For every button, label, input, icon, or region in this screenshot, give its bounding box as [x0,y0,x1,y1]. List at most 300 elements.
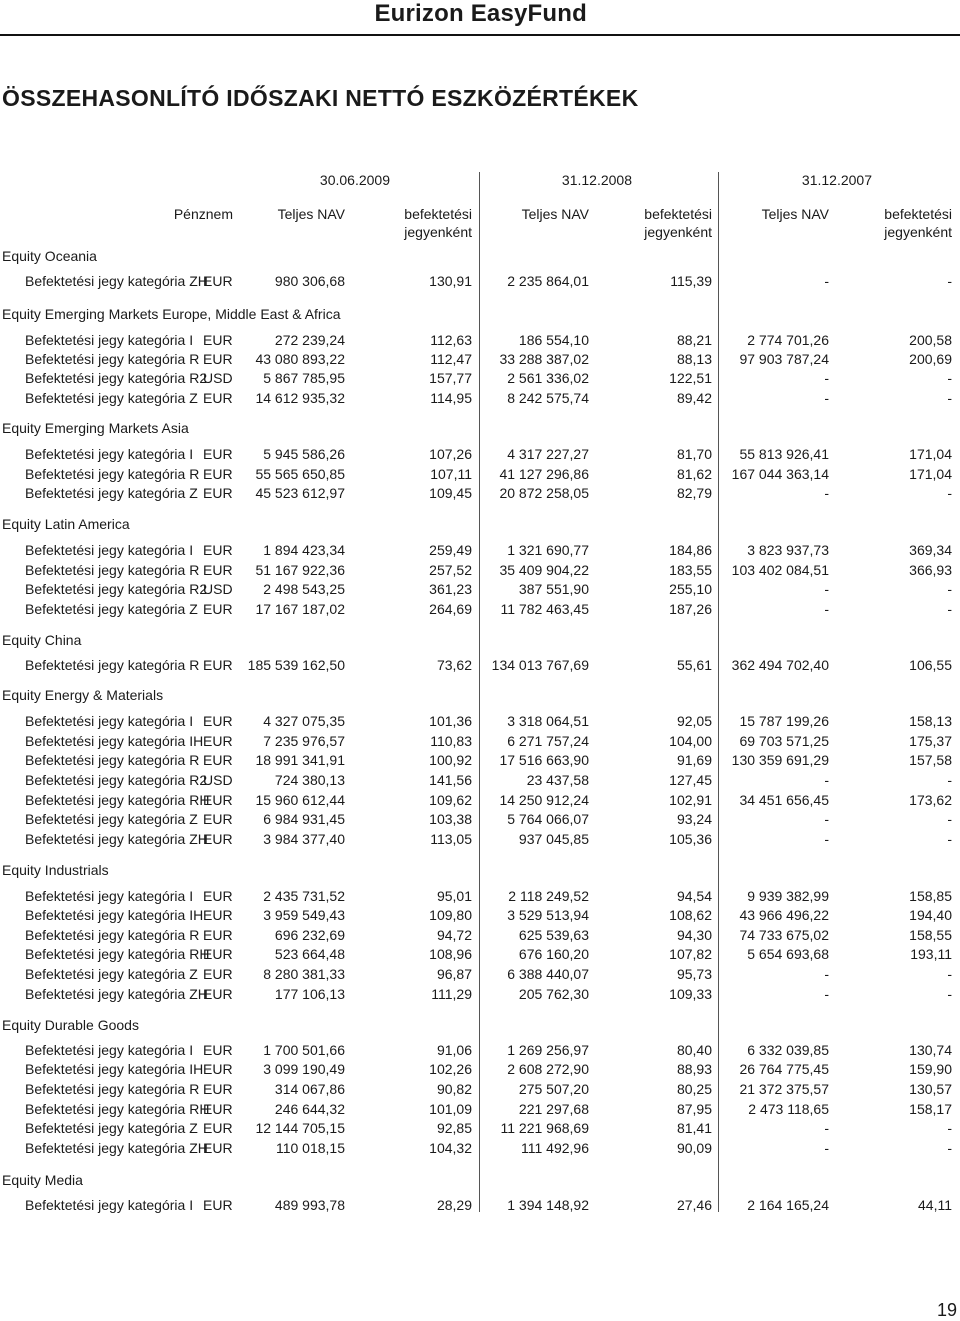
currency: EUR [203,752,233,768]
per-unit-2009: 112,47 [430,351,472,367]
nav-2008: 625 539,63 [518,927,589,943]
per-unit-2007: 130,74 [909,1042,952,1058]
per-unit-2008: 87,95 [676,1101,712,1117]
table-row [0,1061,960,1081]
currency: EUR [203,446,233,462]
nav-2009: 6 984 931,45 [263,811,345,827]
nav-2009: 45 523 612,97 [255,485,345,501]
nav-2009: 3 959 549,43 [263,907,345,923]
per-unit-2009: 107,11 [430,466,472,482]
per-unit-2009: 100,92 [429,752,472,768]
per-unit-2008: 183,55 [669,562,712,578]
table-row [0,792,960,812]
per-unit-2007: 193,11 [910,946,952,962]
category-label: Befektetési jegy kategória R [25,1081,200,1097]
nav-2007: 3 823 937,73 [747,542,829,558]
per-unit-2007: - [947,986,952,1002]
per-unit-2007: 171,04 [909,446,952,462]
per-unit-2008: 81,62 [676,466,712,482]
category-label: Befektetési jegy kategória ZH [25,831,208,847]
per-unit-2009: 102,26 [429,1061,472,1077]
per-unit-2007: 369,34 [909,542,952,558]
nav-2009: 43 080 893,22 [255,351,345,367]
nav-2007: 2 473 118,65 [748,1101,829,1117]
table-row [0,485,960,505]
per-unit-2008: 104,00 [669,733,712,749]
per-unit-2007: 158,85 [909,888,952,904]
nav-2008: 6 271 757,24 [507,733,589,749]
category-label: Befektetési jegy kategória Z [25,811,198,827]
nav-2008: 1 269 256,97 [507,1042,589,1058]
per-unit-2009: 95,01 [436,888,472,904]
nav-2007: - [824,811,829,827]
nav-2007: 15 787 199,26 [739,713,829,729]
nav-2007: - [824,1140,829,1156]
per-unit-2009: 91,06 [436,1042,472,1058]
category-label: Befektetési jegy kategória IH [25,1061,204,1077]
per-unit-2008: 95,73 [676,966,712,982]
nav-2007: - [824,1120,829,1136]
nav-2007: - [824,601,829,617]
nav-2008: 275 507,20 [518,1081,589,1097]
fund-group-title: Equity Oceania [2,248,97,264]
currency: EUR [203,1042,233,1058]
table-row [0,370,960,390]
category-label: Befektetési jegy kategória I [25,332,194,348]
nav-2007: 362 494 702,40 [731,657,829,673]
date-header-2007: 31.12.2007 [801,172,872,188]
table-row [0,713,960,733]
nav-header: Teljes NAV [761,206,829,222]
nav-2007: 21 372 375,57 [739,1081,829,1097]
per-unit-2007: 175,37 [909,733,952,749]
category-label: Befektetési jegy kategória ZH [25,273,208,289]
brand-title: Eurizon EasyFund [374,0,587,27]
nav-2009: 980 306,68 [274,273,345,289]
table-row [0,332,960,352]
per-unit-2007: 157,58 [909,752,952,768]
fund-group-title: Equity Latin America [2,516,130,532]
per-unit-2009: 101,09 [429,1101,472,1117]
per-unit-header-line1: befektetési [644,206,712,222]
nav-2009: 15 960 612,44 [255,792,345,808]
nav-2009: 17 167 187,02 [255,601,345,617]
nav-2009: 110 018,15 [275,1140,345,1156]
nav-2009: 489 993,78 [274,1197,345,1213]
category-label: Befektetési jegy kategória RH [25,1101,210,1117]
per-unit-2007: - [947,1120,952,1136]
category-label: Befektetési jegy kategória Z [25,601,198,617]
currency: USD [203,772,233,788]
date-header-2009: 30.06.2009 [319,172,390,188]
per-unit-2008: 80,25 [676,1081,712,1097]
nav-2009: 2 498 543,25 [263,581,345,597]
date-header-2008: 31.12.2008 [561,172,632,188]
per-unit-2009: 111,29 [431,986,472,1002]
per-unit-2009: 101,36 [429,713,472,729]
per-unit-2008: 187,26 [669,601,712,617]
per-unit-2008: 27,46 [676,1197,712,1213]
per-unit-2009: 103,38 [429,811,472,827]
nav-2008: 676 160,20 [518,946,589,962]
per-unit-2009: 141,56 [429,772,472,788]
nav-2007: 9 939 382,99 [747,888,829,904]
nav-2009: 12 144 705,15 [255,1120,345,1136]
per-unit-2008: 88,93 [676,1061,712,1077]
per-unit-2009: 112,63 [430,332,472,348]
category-label: Befektetési jegy kategória I [25,542,194,558]
per-unit-2007: 171,04 [909,466,952,482]
currency: EUR [203,351,233,367]
per-unit-header-line2: jegyenként [884,224,952,240]
nav-2008: 205 762,30 [518,986,589,1002]
nav-2008: 8 242 575,74 [507,390,589,406]
per-unit-2007: - [947,273,952,289]
currency: EUR [203,1061,233,1077]
category-label: Befektetési jegy kategória R [25,927,200,943]
currency: EUR [203,1140,233,1156]
nav-2007: - [824,966,829,982]
table-row [0,351,960,371]
currency: EUR [203,966,233,982]
per-unit-2007: 130,57 [909,1081,952,1097]
table-row [0,542,960,562]
per-unit-2007: 158,13 [909,713,952,729]
nav-2007: 97 903 787,24 [739,351,829,367]
category-label: Befektetési jegy kategória R [25,466,200,482]
table-row [0,601,960,621]
category-label: Befektetési jegy kategória Z [25,485,198,501]
nav-2009: 314 067,86 [274,1081,345,1097]
nav-2008: 11 782 463,45 [500,601,589,617]
nav-2007: 69 703 571,25 [739,733,829,749]
nav-2007: 2 164 165,24 [747,1197,829,1213]
per-unit-2007: 173,62 [909,792,952,808]
fund-group-title: Equity Energy & Materials [2,687,164,703]
page-title: ÖSSZEHASONLÍTÓ IDŐSZAKI NETTÓ ESZKÖZÉRTÉKEK [2,85,639,111]
per-unit-2008: 122,51 [669,370,712,386]
per-unit-2007: - [947,1140,952,1156]
nav-2007: 43 966 496,22 [739,907,829,923]
per-unit-2009: 109,80 [429,907,472,923]
nav-2007: - [824,772,829,788]
table-row [0,562,960,582]
per-unit-header-line2: jegyenként [404,224,472,240]
category-label: Befektetési jegy kategória R [25,351,200,367]
table-row [0,831,960,851]
per-unit-header-line2: jegyenként [644,224,712,240]
nav-header: Teljes NAV [521,206,589,222]
per-unit-2009: 96,87 [436,966,472,982]
per-unit-2009: 257,52 [429,562,472,578]
category-label: Befektetési jegy kategória R [25,562,200,578]
fund-group-title: Equity Emerging Markets Asia [2,420,189,436]
currency: EUR [203,1197,233,1213]
per-unit-2009: 94,72 [436,927,472,943]
nav-2007: 167 044 363,14 [731,466,829,482]
per-unit-2008: 107,82 [669,946,712,962]
per-unit-2009: 107,26 [429,446,472,462]
currency: EUR [203,946,233,962]
per-unit-2008: 80,40 [676,1042,712,1058]
per-unit-header [644,205,712,241]
currency: EUR [203,792,233,808]
per-unit-2009: 104,32 [429,1140,472,1156]
per-unit-2008: 109,33 [669,986,712,1002]
per-unit-2007: - [947,485,952,501]
table-row [0,390,960,410]
nav-2008: 111 492,96 [521,1140,589,1156]
category-label: Befektetési jegy kategória I [25,1042,194,1058]
nav-2007: 5 654 693,68 [747,946,829,962]
per-unit-2008: 108,62 [669,907,712,923]
per-unit-2009: 108,96 [429,946,472,962]
nav-2008: 23 437,58 [526,772,589,788]
currency: EUR [203,1120,233,1136]
per-unit-2008: 82,79 [676,485,712,501]
nav-2008: 11 221 968,69 [500,1120,589,1136]
currency: EUR [203,562,233,578]
currency: EUR [203,811,233,827]
per-unit-2008: 184,86 [669,542,712,558]
currency: EUR [203,273,233,289]
nav-2008: 20 872 258,05 [499,485,589,501]
nav-2008: 2 561 336,02 [507,370,589,386]
category-label: Befektetési jegy kategória RH [25,792,210,808]
per-unit-header [404,205,472,241]
brand-header [0,0,960,34]
nav-2007: 2 774 701,26 [747,332,829,348]
per-unit-2008: 88,13 [676,351,712,367]
currency: EUR [203,466,233,482]
table-row [0,946,960,966]
category-label: Befektetési jegy kategória I [25,713,194,729]
per-unit-2008: 91,69 [676,752,712,768]
per-unit-2008: 94,54 [676,888,712,904]
nav-2008: 4 317 227,27 [507,446,589,462]
table-row [0,772,960,792]
category-label: Befektetési jegy kategória R [25,657,200,673]
per-unit-2009: 130,91 [429,273,472,289]
category-label: Befektetési jegy kategória ZH [25,1140,208,1156]
per-unit-2009: 28,29 [436,1197,472,1213]
nav-2007: 6 332 039,85 [747,1042,829,1058]
category-label: Befektetési jegy kategória R2 [25,370,208,386]
category-label: Befektetési jegy kategória Z [25,966,198,982]
nav-2009: 3 984 377,40 [263,831,345,847]
category-label: Befektetési jegy kategória R [25,752,200,768]
per-unit-2007: 158,17 [909,1101,952,1117]
per-unit-2009: 92,85 [436,1120,472,1136]
currency: EUR [203,1081,233,1097]
nav-2007: - [824,485,829,501]
table-row [0,927,960,947]
nav-2009: 4 327 075,35 [263,713,345,729]
per-unit-2009: 157,77 [429,370,472,386]
per-unit-2007: 366,93 [909,562,952,578]
table-row [0,1081,960,1101]
currency: USD [203,370,233,386]
nav-2008: 221 297,68 [518,1101,589,1117]
currency-header: Pénznem [173,206,233,222]
nav-2009: 523 664,48 [274,946,345,962]
nav-2008: 2 235 864,01 [507,273,589,289]
table-row [0,657,960,677]
per-unit-2008: 92,05 [676,713,712,729]
per-unit-2008: 127,45 [669,772,712,788]
per-unit-header [884,205,952,241]
nav-2009: 5 945 586,26 [263,446,345,462]
nav-2009: 7 235 976,57 [263,733,345,749]
nav-2008: 33 288 387,02 [499,351,589,367]
nav-2008: 5 764 066,07 [507,811,589,827]
category-label: Befektetési jegy kategória I [25,446,194,462]
per-unit-2008: 255,10 [669,581,712,597]
nav-2008: 14 250 912,24 [499,792,589,808]
currency: EUR [203,657,233,673]
per-unit-2008: 55,61 [676,657,712,673]
nav-2009: 55 565 650,85 [255,466,345,482]
table-row [0,581,960,601]
nav-2009: 1 700 501,66 [263,1042,345,1058]
per-unit-2007: 159,90 [909,1061,952,1077]
nav-2009: 14 612 935,32 [255,390,345,406]
per-unit-2007: - [947,581,952,597]
nav-2007: 34 451 656,45 [739,792,829,808]
category-label: Befektetési jegy kategória R2 [25,772,208,788]
table-row [0,1042,960,1062]
fund-group-title: Equity Media [2,1172,83,1188]
table-row [0,273,960,293]
nav-2008: 2 608 272,90 [507,1061,589,1077]
category-label: Befektetési jegy kategória IH [25,733,204,749]
nav-2008: 35 409 904,22 [499,562,589,578]
category-label: Befektetési jegy kategória R2 [25,581,208,597]
currency: EUR [203,713,233,729]
nav-2009: 3 099 190,49 [263,1061,345,1077]
per-unit-2008: 81,41 [676,1120,712,1136]
currency: EUR [203,907,233,923]
table-row [0,1140,960,1160]
nav-2007: - [824,581,829,597]
currency: EUR [203,601,233,617]
per-unit-2008: 81,70 [676,446,712,462]
per-unit-2007: 158,55 [909,927,952,943]
table-row [0,986,960,1006]
currency: EUR [203,986,233,1002]
table-row [0,811,960,831]
per-unit-2007: 194,40 [909,907,952,923]
per-unit-2007: - [947,601,952,617]
category-label: Befektetési jegy kategória ZH [25,986,208,1002]
per-unit-2009: 110,83 [430,733,472,749]
table-row [0,1197,960,1217]
per-unit-header-line1: befektetési [884,206,952,222]
fund-group-title: Equity Durable Goods [2,1017,139,1033]
per-unit-2009: 90,82 [436,1081,472,1097]
nav-2009: 246 644,32 [274,1101,345,1117]
currency: EUR [203,831,233,847]
per-unit-2007: 200,69 [909,351,952,367]
table-row [0,888,960,908]
nav-2008: 1 394 148,92 [507,1197,589,1213]
nav-2009: 696 232,69 [274,927,345,943]
nav-2008: 6 388 440,07 [507,966,589,982]
per-unit-2007: - [947,831,952,847]
nav-2008: 17 516 663,90 [499,752,589,768]
nav-2009: 8 280 381,33 [263,966,345,982]
nav-2008: 3 318 064,51 [507,713,589,729]
per-unit-header-line1: befektetési [404,206,472,222]
table-row [0,1120,960,1140]
category-label: Befektetési jegy kategória RH [25,946,210,962]
nav-2007: 26 764 775,45 [739,1061,829,1077]
table-row [0,1101,960,1121]
table-row [0,752,960,772]
per-unit-2009: 109,62 [429,792,472,808]
nav-2009: 272 239,24 [274,332,345,348]
per-unit-2009: 264,69 [429,601,472,617]
per-unit-2007: - [947,390,952,406]
nav-2009: 5 867 785,95 [263,370,345,386]
fund-group-title: Equity Industrials [2,862,109,878]
per-unit-2009: 114,95 [430,390,472,406]
per-unit-2009: 73,62 [436,657,472,673]
table-row [0,907,960,927]
per-unit-2007: - [947,370,952,386]
fund-group-title: Equity Emerging Markets Europe, Middle East & Africa [2,306,341,322]
nav-2008: 3 529 513,94 [507,907,589,923]
nav-2008: 134 013 767,69 [491,657,589,673]
nav-2009: 2 435 731,52 [263,888,345,904]
category-label: Befektetési jegy kategória I [25,1197,194,1213]
table-row [0,466,960,486]
nav-2007: - [824,831,829,847]
per-unit-2007: 106,55 [909,657,952,673]
per-unit-2009: 113,05 [430,831,472,847]
nav-2009: 724 380,13 [274,772,345,788]
page-number: 19 [936,1300,957,1320]
header-rule [0,34,960,36]
fund-group-title: Equity China [2,632,82,648]
per-unit-2008: 93,24 [676,811,712,827]
nav-2007: - [824,370,829,386]
currency: EUR [203,1101,233,1117]
nav-2009: 51 167 922,36 [255,562,345,578]
table-row [0,733,960,753]
nav-2008: 186 554,10 [518,332,589,348]
nav-2007: - [824,390,829,406]
nav-2007: - [824,273,829,289]
nav-2009: 1 894 423,34 [263,542,345,558]
currency: EUR [203,733,233,749]
nav-2009: 185 539 162,50 [247,657,345,673]
nav-2009: 18 991 341,91 [255,752,345,768]
nav-2008: 1 321 690,77 [507,542,589,558]
nav-2008: 387 551,90 [518,581,589,597]
per-unit-2008: 94,30 [676,927,712,943]
per-unit-2007: 44,11 [918,1197,952,1213]
per-unit-2008: 90,09 [676,1140,712,1156]
nav-2009: 177 106,13 [274,986,345,1002]
nav-2007: - [824,986,829,1002]
currency: EUR [203,390,233,406]
category-label: Befektetési jegy kategória IH [25,907,204,923]
per-unit-2007: - [947,966,952,982]
currency: EUR [203,927,233,943]
per-unit-2007: 200,58 [909,332,952,348]
per-unit-2009: 109,45 [429,485,472,501]
